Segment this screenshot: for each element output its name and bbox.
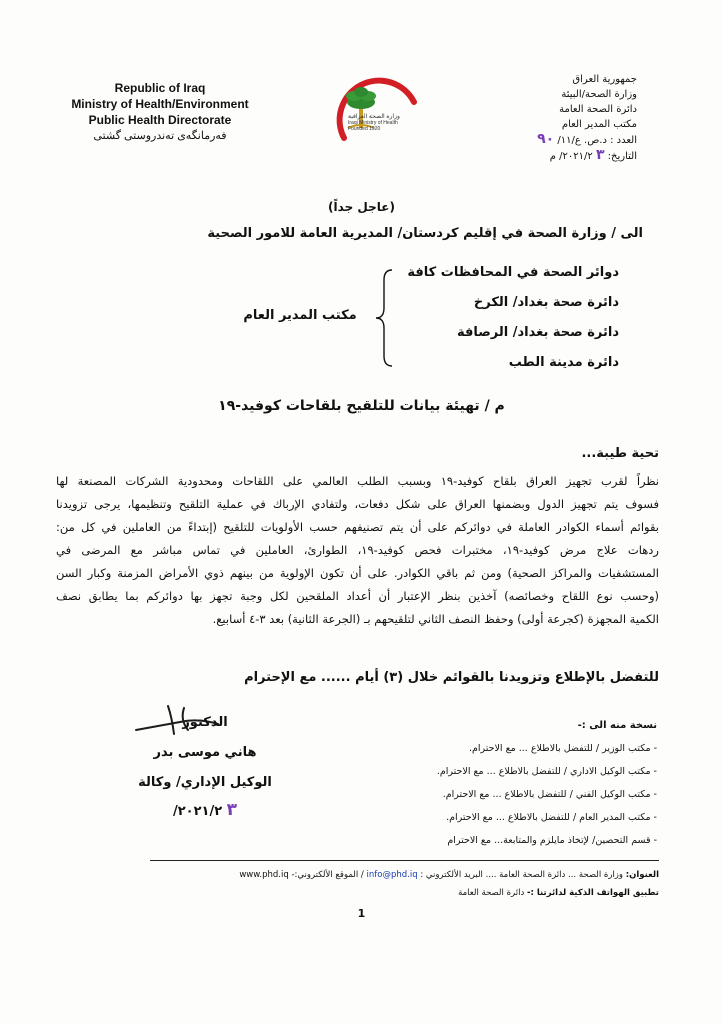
footer-address-label: العنوان: [625, 870, 659, 880]
body-line: نظراً لقرب تجهيز العراق بلقاح كوفيد-١٩ وبسبب الطلب العالمي على اللقاحات ومحدودية الشركات المصنعة لها [56, 474, 659, 488]
footer-app-name: دائرة الصحة العامة [458, 888, 525, 898]
footer-address: وزارة الصحة ... دائرة الصحة العامة .... البريد الألكتروني : [420, 870, 624, 880]
reference-label: العدد : د.ص. ع/١١/ [557, 135, 637, 146]
header-en-line: Republic of Iraq [114, 81, 206, 95]
recipient-item: دائرة صحة بغداد/ الرصافة [456, 325, 619, 340]
signature-date-rest: ٢٠٢١/٢/ [172, 804, 223, 819]
copy-item: - قسم التحصين/ لإتخاذ مايلزم والمتابعة... مع الاحترام [447, 835, 657, 846]
closing-line: للتفضل بالإطلاع وتزويدنا بالقوائم خلال (٣) أيام ...... مع الإحترام [244, 670, 659, 685]
urgent-label: (عاجل جداً) [328, 200, 395, 214]
signer-title: الدكتور [182, 715, 228, 730]
footer-contact-line [150, 866, 659, 884]
body-line: بقوائم أسماء الكوادر العاملة في دوائركم على أن يتم تصنيفهم حسب الأولويات للتلقيح (إبتداءً من العاملين في كل من: [56, 520, 659, 534]
date-day-handwritten: ٣ [595, 147, 605, 163]
copy-item: - مكتب الوزير / للتفضل بالاطلاع ... مع الاحترام. [468, 743, 657, 754]
letter-date [457, 148, 637, 164]
recipient-item: دائرة مدينة الطب [508, 355, 619, 370]
header-ar-line: دائرة الصحة العامة [559, 104, 637, 115]
date-suffix: م [549, 151, 556, 162]
copy-item: - مكتب الوكيل الفني / للتفضل بالاطلاع ... مع الاحترام. [442, 789, 657, 800]
footer-email-link[interactable]: info@phd.iq [366, 870, 418, 880]
header-arabic [457, 72, 637, 164]
header-ar-line: وزارة الصحة/البيئة [561, 89, 637, 100]
greeting: تحية طيبة... [581, 446, 659, 461]
copies-list [357, 720, 657, 852]
body-line: ردهات علاج مرض كوفيد-١٩، مختبرات فحص كوفيد-١٩، الطوارئ، العاملين في تماس مباشر مع المرضى في [56, 543, 659, 557]
footer-divider [150, 860, 659, 861]
reference-handwritten: ٩٠ [537, 131, 555, 147]
date-value: ٢٠٢١/٢/ [559, 151, 593, 162]
footer-app-line [150, 884, 659, 902]
footer [150, 866, 659, 902]
recipient-list [389, 258, 619, 378]
to-line: الى / وزارة الصحة في إقليم كردستان/ المديرية العامة للامور الصحية [207, 226, 643, 241]
body-line: فسوف يتم تجهيز الدول وبضمنها العراق على شكل دفعات، ولتفادي الإرباك في عملية التلقيح وتنظيمها، يرجى تزويدنا [56, 497, 659, 511]
body-line: (وحسب نوع اللقاح وخصائصه) آخذين بنظر الإعتبار أن أعداد الملقحين لكل وجبة تجهز بها دوائركم بما يطابق نصف [56, 589, 659, 603]
copy-item: - مكتب الوكيل الاداري / للتفضل بالاطلاع ... مع الاحترام. [436, 766, 657, 777]
header-english [60, 80, 260, 144]
copy-item: - مكتب المدير العام / للتفضل بالاطلاع ... مع الاحترام. [446, 812, 657, 823]
office-label: مكتب المدير العام [243, 308, 357, 323]
logo-caption-en: Iraqi Ministry of Health [348, 120, 398, 126]
reference-number [457, 132, 637, 148]
signer-position: الوكيل الإداري/ وكالة [138, 775, 272, 790]
subject-line: م / تهيئة بيانات للتلقيح بلقاحات كوفيد-١٩ [218, 398, 505, 414]
footer-app-label: تطبيق الهواتف الذكية لدائرتنا :- [526, 888, 659, 898]
body-line: المستشفيات والمراكز الصحية) ومن ثم باقي الكوادر. على أن تكون الإولوية من بينهم ذوي الأمراض المزمنة وكبار السن [56, 566, 659, 580]
signer-name: هاني موسى بدر [153, 745, 257, 760]
signature-day-handwritten: ٣ [226, 800, 238, 820]
header-en-line: Ministry of Health/Environment [71, 97, 249, 111]
ministry-logo [296, 62, 426, 152]
logo-caption-ar: وزارة الصحة العراقية [348, 114, 400, 120]
signature-date [110, 800, 300, 820]
page-number: 1 [357, 907, 366, 920]
recipient-item: دوائر الصحة في المحافظات كافة [407, 265, 619, 280]
logo-caption [348, 114, 418, 132]
signature-block [110, 708, 300, 820]
header-ar-line: مكتب المدير العام [561, 119, 637, 130]
recipient-item: دائرة صحة بغداد/ الكرخ [473, 295, 619, 310]
logo-caption-year: Founded 1920 [348, 126, 381, 132]
date-label: التاريخ: [607, 151, 637, 162]
copies-heading: نسخة منه الى :- [577, 720, 657, 731]
footer-website-link[interactable]: www.phd.iq [239, 870, 289, 880]
brace-icon [372, 268, 396, 368]
footer-website-label: / الموقع الألكتروني:- [291, 870, 364, 880]
body-line: الكمية المجهزة (كجرعة أولى) وحفظ النصف الثاني لتلقيحهم بـ (الجرعة الثانية) بعد ٣-٤ أسابيع. [212, 612, 659, 626]
header-en-line: Public Health Directorate [88, 113, 232, 127]
header-ar-line: جمهورية العراق [572, 74, 637, 85]
header-kurdish-line: فەرمانگەی تەندروستی گشتی [93, 130, 227, 142]
body-text [56, 470, 659, 631]
